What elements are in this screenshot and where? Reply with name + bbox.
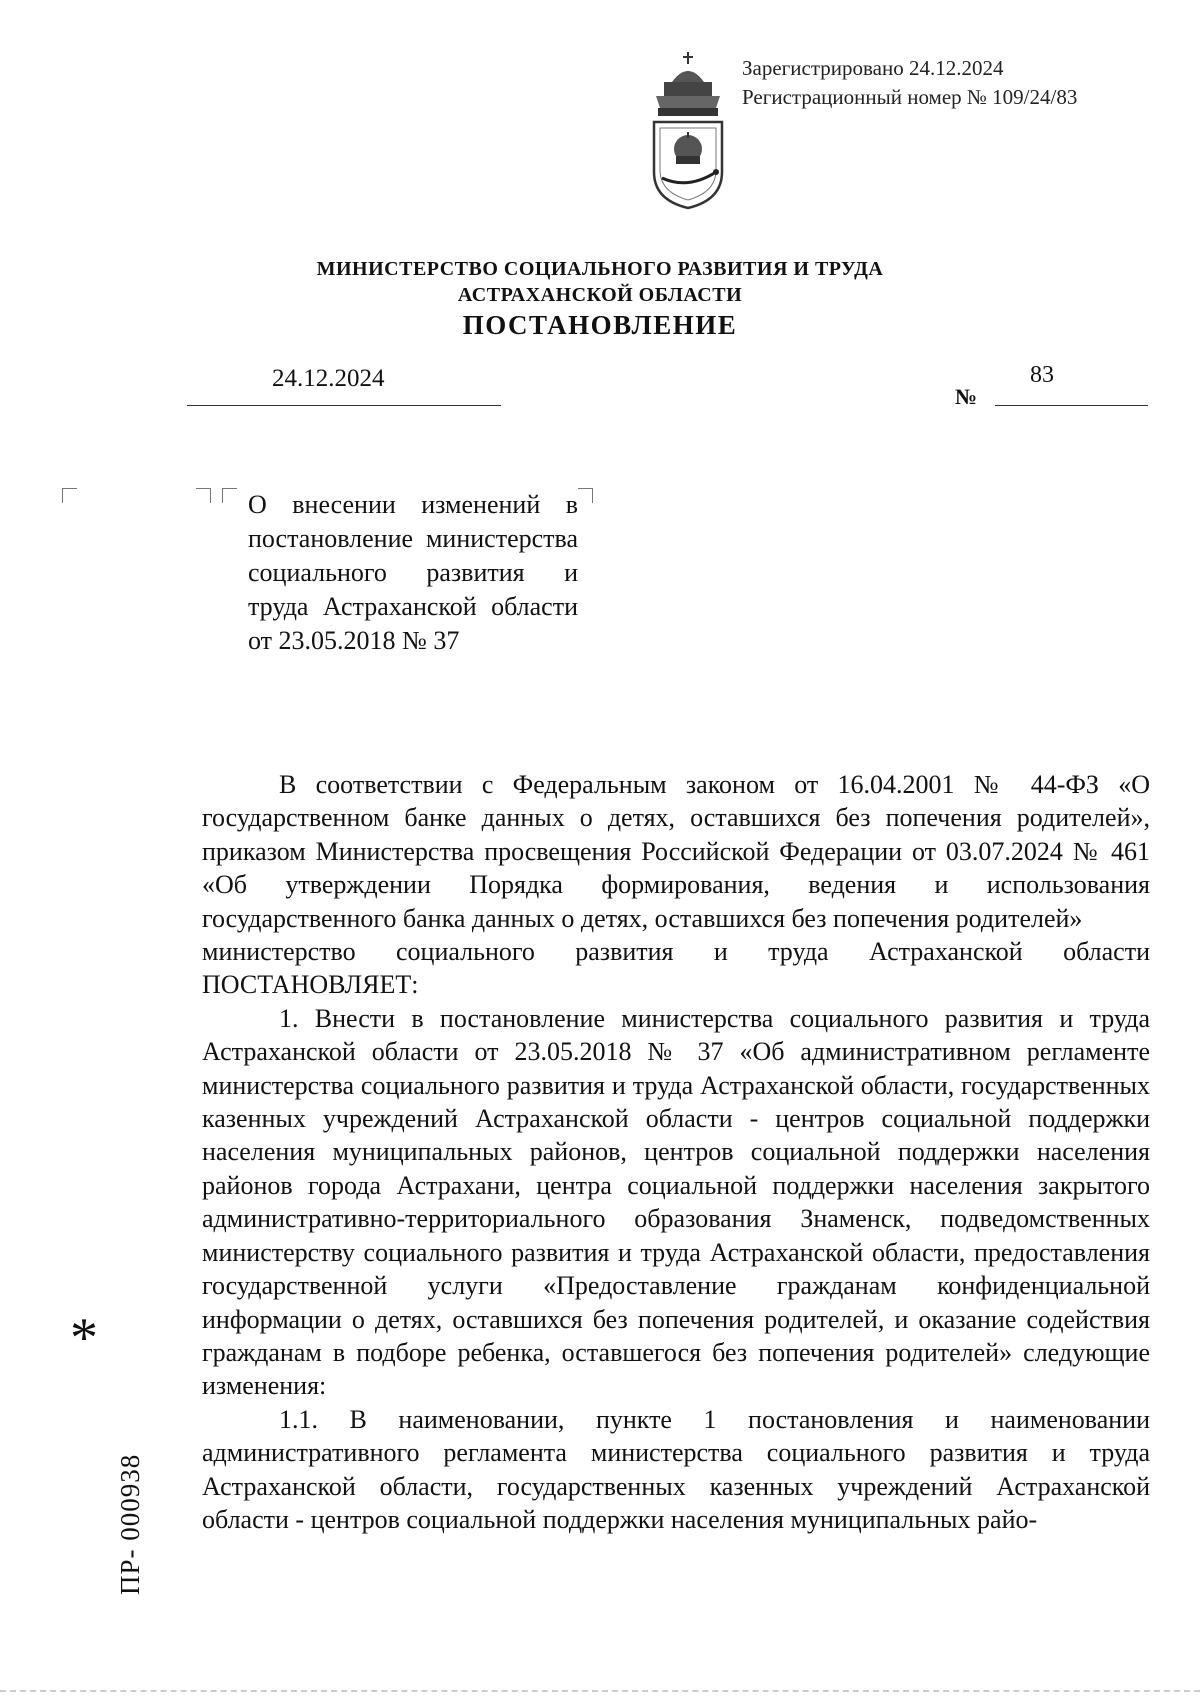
scan-footer-artifact: [0, 1690, 1200, 1692]
document-body: [202, 768, 1150, 1536]
paragraph-preamble: В соответствии с Федеральным законом от 16.04.2001 № 44-ФЗ «О государственном банке данных о детях, оставшихся без попечения родителей», приказом Министерства просвещения Российской Федерации от 03.07.2024 № 461 «Об утверждении Порядка формирования, ведения и использования государственного банка данных о детях, оставшихся без попечения родителей»: [202, 770, 1150, 933]
document-number: 83: [1030, 362, 1054, 388]
registration-stamp: [742, 54, 1077, 112]
subject-bracket-left-inner: [222, 488, 237, 503]
paragraph-item-1: 1. Внести в постановление министерства социального развития и труда Астраханской области от 23.05.2018 № 37 «Об административном регламенте министерства социального развития и труда Астраханской области, государственных казенных учреждений Астраханской области - центров социальной поддержки населения муниципальных районов, центров социальной поддержки населения районов города Астрахани, центра социальной поддержки населения закрытого административно-территориального образования Знаменск, подведомственных министерству социального развития и труда Астраханской области, предоставления государственной услуги «Предоставление гражданам конфиденциальной информации о детях, оставшихся без попечения родителей, и оказание содействия гражданам в подборе ребенка, оставшегося без попечения родителей» следующие изменения:: [202, 1003, 1150, 1401]
subject-bracket-right: [578, 488, 593, 503]
document-subject: О внесении изменений в постановление министерства социального развития и труда Астраханской области от 23.05.2018 № 37: [248, 490, 578, 655]
coat-of-arms-emblem: [646, 52, 730, 210]
registration-date: Зарегистрировано 24.12.2024: [742, 56, 1004, 80]
number-sign: №: [955, 384, 978, 409]
margin-corner-mark: [62, 488, 77, 503]
paragraph-item-1-1: 1.1. В наименовании, пункте 1 постановления и наименовании административного регламента министерства социального развития и труда Астраханской области, государственных казенных учреждений Астраханской области - центров социальной поддержки населения муниципальных райо-: [202, 1404, 1150, 1534]
document-date: 24.12.2024: [272, 365, 385, 392]
ministry-name-line2: АСТРАХАНСКОЙ ОБЛАСТИ: [457, 284, 743, 306]
document-type-title: ПОСТАНОВЛЕНИЕ: [462, 310, 738, 340]
registration-number: Регистрационный номер № 109/24/83: [742, 85, 1078, 109]
ministry-name-line1: МИНИСТЕРСТВО СОЦИАЛЬНОГО РАЗВИТИЯ И ТРУДА: [316, 258, 884, 280]
subject-bracket-left-outer: [196, 488, 211, 503]
margin-asterisk: *: [70, 1307, 98, 1369]
date-underline: [187, 405, 501, 406]
number-underline: [995, 405, 1148, 406]
paragraph-ministry: министерство социального развития и труда Астраханской области: [202, 937, 1150, 967]
paragraph-resolves: ПОСТАНОВЛЯЕТ:: [202, 970, 419, 1000]
form-serial-number: ПР- 000938: [115, 1453, 145, 1595]
